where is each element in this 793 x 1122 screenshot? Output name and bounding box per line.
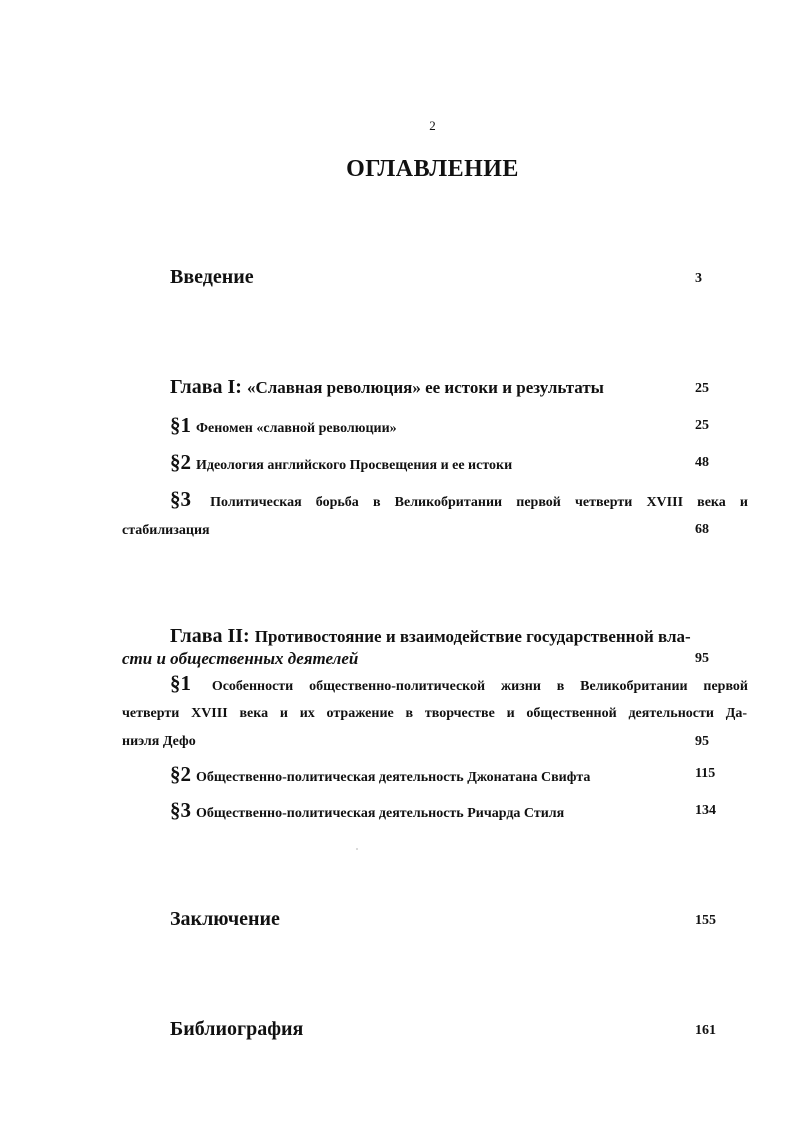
- section-title: Политическая борьба в Великобритании первой четверти XVIII века и: [210, 495, 748, 510]
- toc-bibliography-page: 161: [695, 1023, 716, 1038]
- toc-chapter2-title-line2: сти и общественных деятелей: [122, 649, 359, 668]
- toc-chapter1-heading: [170, 376, 604, 399]
- section-mark: §3: [170, 487, 191, 511]
- toc-ch2-sec1-page: 95: [695, 734, 709, 749]
- page-title: ОГЛАВЛЕНИЕ: [346, 156, 519, 182]
- toc-ch2-sec1-line3: ниэля Дефо: [122, 734, 196, 749]
- page-number: 2: [429, 118, 436, 133]
- toc-ch1-sec2-page: 48: [695, 455, 709, 470]
- toc-intro-label: Введение: [170, 266, 254, 288]
- toc-ch2-sec1-line1: [170, 671, 748, 696]
- toc-chapter1-page: 25: [695, 381, 709, 396]
- section-mark: §2: [170, 450, 191, 474]
- toc-intro-page: 3: [695, 271, 702, 286]
- toc-conclusion-page: 155: [695, 913, 716, 928]
- toc-ch1-sec3-line1: [170, 487, 748, 512]
- toc-chapter1-title: «Славная революция» ее истоки и результаты: [246, 378, 604, 397]
- toc-ch1-sec3-page: 68: [695, 522, 709, 537]
- toc-ch2-sec3-page: 134: [695, 803, 716, 818]
- toc-chapter2-page: 95: [695, 651, 709, 666]
- toc-ch1-sec2: [170, 450, 512, 475]
- toc-ch2-sec3: [170, 798, 564, 823]
- section-mark: §2: [170, 762, 191, 786]
- section-mark: §1: [170, 413, 191, 437]
- section-title: Общественно-политическая деятельность Джонатана Свифта: [196, 770, 591, 785]
- section-title: Идеология английского Просвещения и ее истоки: [196, 458, 513, 473]
- toc-bibliography-label: Библиография: [170, 1018, 304, 1040]
- toc-chapter2-heading: [170, 625, 691, 648]
- section-mark: §1: [170, 671, 191, 695]
- section-title: Феномен «славной революции»: [196, 421, 397, 436]
- toc-ch2-sec2: [170, 762, 590, 787]
- section-title: Особенности общественно-политической жизни в Великобритании первой: [211, 679, 748, 694]
- toc-ch2-sec1-line2: четверти XVIII века и их отражение в творчестве и общественной деятельности Да-: [122, 706, 747, 721]
- toc-ch1-sec1: [170, 413, 397, 438]
- toc-chapter2-label: Глава II:: [170, 625, 250, 647]
- toc-ch1-sec3-line2: стабилизация: [122, 523, 210, 538]
- toc-chapter1-label: Глава I:: [170, 376, 242, 398]
- toc-chapter2-title-line1: Противостояние и взаимодействие государственной вла-: [254, 627, 691, 646]
- scan-speck: [356, 848, 358, 850]
- toc-conclusion-label: Заключение: [170, 908, 280, 930]
- toc-ch1-sec1-page: 25: [695, 418, 709, 433]
- section-mark: §3: [170, 798, 191, 822]
- section-title: Общественно-политическая деятельность Ричарда Стиля: [196, 806, 565, 821]
- toc-ch2-sec2-page: 115: [695, 766, 716, 781]
